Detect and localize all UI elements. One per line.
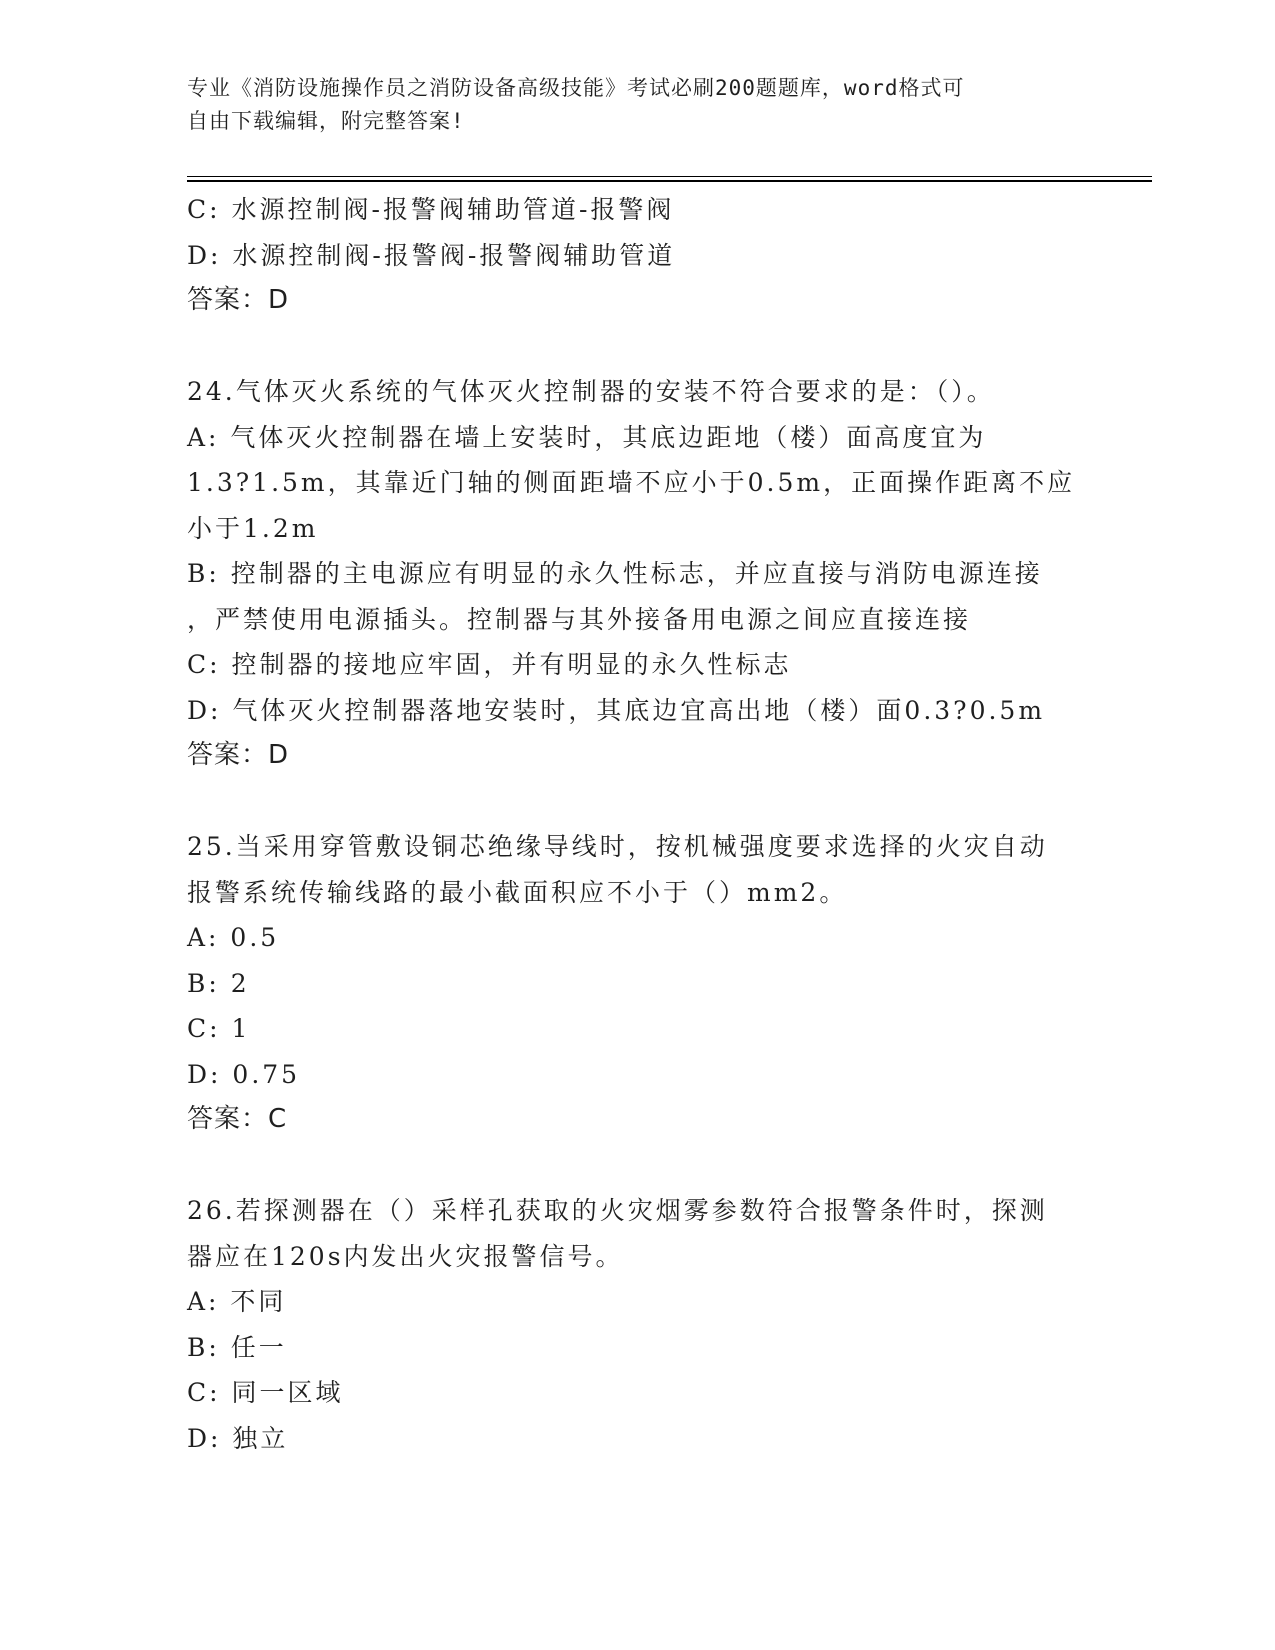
question-24 <box>187 369 1087 779</box>
q25-option-b: B: 2 <box>187 968 250 998</box>
header-line-1: 专业《消防设施操作员之消防设备高级技能》考试必刷200题题库，word格式可 <box>187 76 965 100</box>
q23-answer: 答案：D <box>187 285 290 315</box>
question-25 <box>187 824 1087 1143</box>
spacer <box>187 324 1087 370</box>
q26-stem-line-1: 26.若探测器在（）采样孔获取的火灾烟雾参数符合报警条件时，探测 <box>187 1196 1048 1225</box>
q26-option-a: A: 不同 <box>187 1287 287 1316</box>
question-list <box>187 187 1087 1461</box>
q26-option-b: B: 任一 <box>187 1332 287 1362</box>
header-divider-thick <box>187 180 1152 182</box>
q25-option-a: A: 0.5 <box>187 923 280 952</box>
q25-stem-line-2: 报警系统传输线路的最小截面积应不小于（）mm2。 <box>187 877 848 907</box>
q24-option-d: D: 气体灭火控制器落地安装时，其底边宜高出地（楼）面0.3?0.5m <box>187 695 1046 725</box>
question-23-tail <box>187 187 1087 324</box>
q26-option-d: D: 独立 <box>187 1423 289 1453</box>
q24-option-c: C: 控制器的接地应牢固，并有明显的永久性标志 <box>187 650 792 679</box>
q24-stem: 24.气体灭火系统的气体灭火控制器的安装不符合要求的是：（）。 <box>187 377 995 406</box>
header-divider-thin <box>187 176 1152 177</box>
spacer <box>187 1143 1087 1189</box>
q25-stem-line-1: 25.当采用穿管敷设铜芯绝缘导线时，按机械强度要求选择的火灾自动 <box>187 832 1048 861</box>
q24-option-a-line-1: A: 气体灭火控制器在墙上安装时，其底边距地（楼）面高度宜为 <box>187 422 987 452</box>
q25-option-c: C: 1 <box>187 1014 251 1043</box>
header-line-2: 自由下载编辑，附完整答案! <box>187 109 465 133</box>
q24-option-a-line-3: 小于1.2m <box>187 513 319 543</box>
q26-stem-line-2: 器应在120s内发出火灾报警信号。 <box>187 1241 624 1271</box>
document-header <box>187 72 1067 138</box>
q24-option-a-line-2: 1.3?1.5m，其靠近门轴的侧面距墙不应小于0.5m，正面操作距离不应 <box>187 468 1076 497</box>
q24-option-b-line-2: ，严禁使用电源插头。控制器与其外接备用电源之间应直接连接 <box>187 604 972 634</box>
q24-answer: 答案：D <box>187 740 290 770</box>
q25-answer: 答案：C <box>187 1104 288 1134</box>
spacer <box>187 779 1087 825</box>
q23-option-d: D: 水源控制阀-报警阀-报警阀辅助管道 <box>187 240 676 270</box>
q26-option-c: C: 同一区域 <box>187 1378 344 1407</box>
q25-option-d: D: 0.75 <box>187 1059 301 1089</box>
q23-option-c: C: 水源控制阀-报警阀辅助管道-报警阀 <box>187 195 675 224</box>
q24-option-b-line-1: B: 控制器的主电源应有明显的永久性标志，并应直接与消防电源连接 <box>187 559 1043 588</box>
question-26 <box>187 1188 1087 1461</box>
